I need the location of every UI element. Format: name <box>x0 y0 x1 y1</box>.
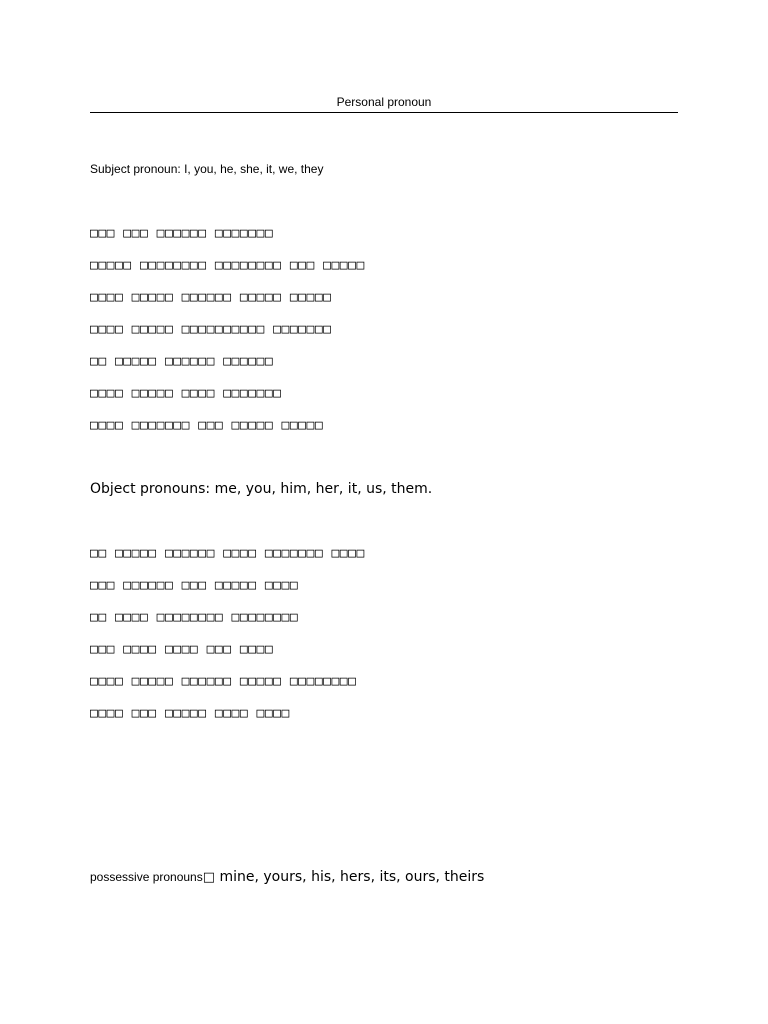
subject-example-line-1: □□□ □□□ □□□□□□ □□□□□□□ <box>90 226 274 241</box>
subject-example-line-4: □□□□ □□□□□ □□□□□□□□□□ □□□□□□□ <box>90 322 332 337</box>
page-title: Personal pronoun <box>336 95 432 109</box>
object-example-line-1: □□ □□□□□ □□□□□□ □□□□ □□□□□□□ □□□□ <box>90 546 365 561</box>
object-example-line-3: □□ □□□□ □□□□□□□□ □□□□□□□□ <box>90 610 299 625</box>
possessive-pronoun-label: possessive pronouns <box>90 870 203 884</box>
object-example-line-2: □□□ □□□□□□ □□□ □□□□□ □□□□ <box>90 578 299 593</box>
subject-example-line-3: □□□□ □□□□□ □□□□□□ □□□□□ □□□□□ <box>90 290 332 305</box>
subject-example-line-6: □□□□ □□□□□ □□□□ □□□□□□□ <box>90 386 282 401</box>
subject-pronoun-heading: Subject pronoun: I, you, he, she, it, we, they <box>90 162 324 176</box>
missing-glyph-separator: □ <box>202 870 216 885</box>
possessive-pronoun-list: mine, yours, his, hers, its, ours, theirs <box>215 869 485 885</box>
subject-example-line-7: □□□□ □□□□□□□ □□□ □□□□□ □□□□□ <box>90 418 324 433</box>
page-header <box>90 94 678 113</box>
possessive-pronoun-line <box>90 867 484 887</box>
subject-example-line-5: □□ □□□□□ □□□□□□ □□□□□□ <box>90 354 274 369</box>
object-example-line-4: □□□ □□□□ □□□□ □□□ □□□□ <box>90 642 274 657</box>
object-example-line-6: □□□□ □□□ □□□□□ □□□□ □□□□ <box>90 706 290 721</box>
object-example-line-5: □□□□ □□□□□ □□□□□□ □□□□□ □□□□□□□□ <box>90 674 357 689</box>
object-pronoun-heading: Object pronouns: me, you, him, her, it, us, them. <box>90 481 433 497</box>
subject-example-line-2: □□□□□ □□□□□□□□ □□□□□□□□ □□□ □□□□□ <box>90 258 365 273</box>
